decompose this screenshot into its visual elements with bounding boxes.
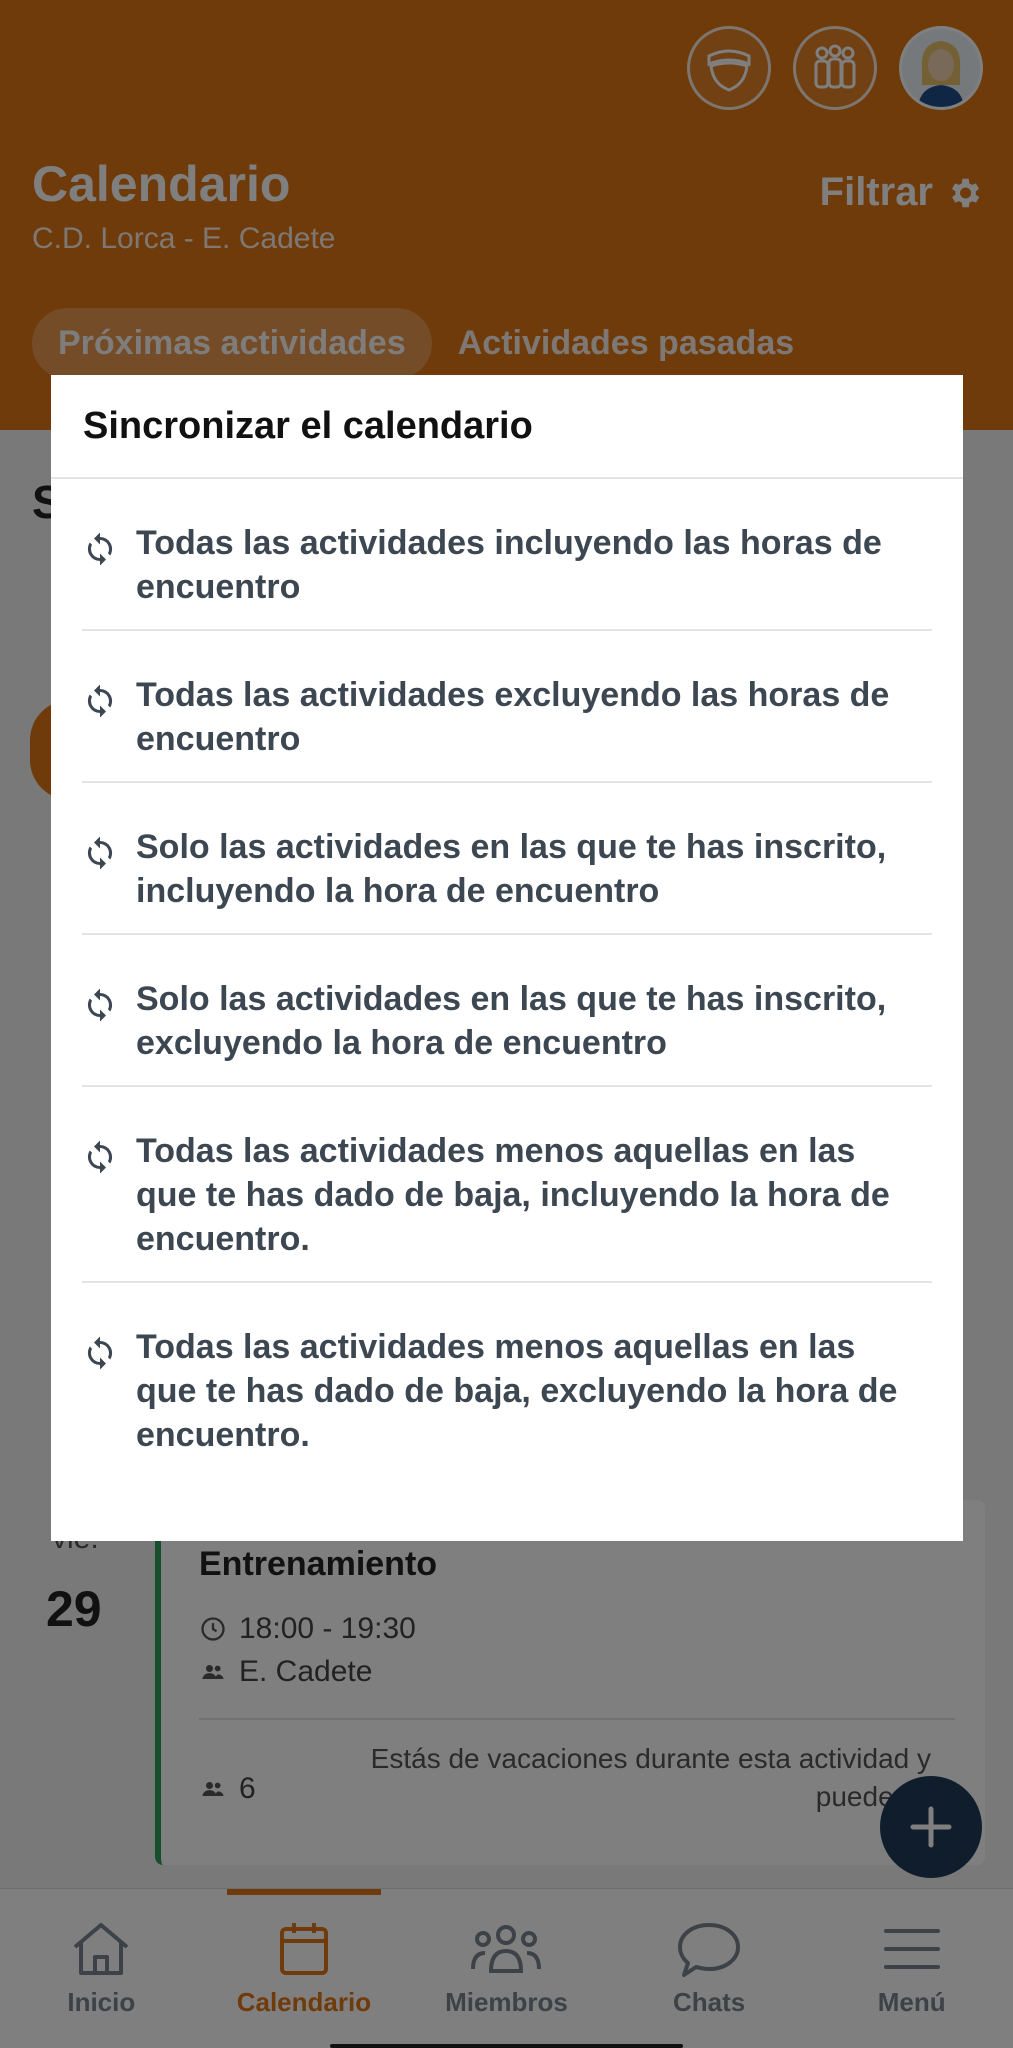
sync-option-1[interactable] [82, 479, 932, 631]
sync-option-5[interactable] [82, 1087, 932, 1283]
sync-option-label: Solo las actividades en las que te has inscrito, excluyendo la hora de encuentro [136, 980, 887, 1062]
sync-option-6[interactable] [82, 1283, 932, 1479]
sync-calendar-dialog [51, 375, 963, 1541]
sync-icon [82, 531, 118, 567]
sync-option-label: Todas las actividades incluyendo las horas de encuentro [136, 524, 882, 606]
sync-option-label: Todas las actividades excluyendo las horas de encuentro [136, 676, 890, 758]
sync-option-4[interactable] [82, 935, 932, 1087]
sync-option-label: Solo las actividades en las que te has inscrito, incluyendo la hora de encuentro [136, 828, 887, 910]
sync-icon [82, 987, 118, 1023]
sync-option-3[interactable] [82, 783, 932, 935]
sync-icon [82, 835, 118, 871]
sync-options-list [82, 479, 932, 1479]
sync-icon [82, 1335, 118, 1371]
sync-icon [82, 683, 118, 719]
sync-option-label: Todas las actividades menos aquellas en las que te has dado de baja, incluyendo la hora de encuentro. [136, 1132, 890, 1258]
dialog-title: Sincronizar el calendario [83, 405, 533, 447]
sync-icon [82, 1139, 118, 1175]
sync-option-2[interactable] [82, 631, 932, 783]
sync-option-label: Todas las actividades menos aquellas en las que te has dado de baja, excluyendo la hora de encuentro. [136, 1328, 898, 1454]
